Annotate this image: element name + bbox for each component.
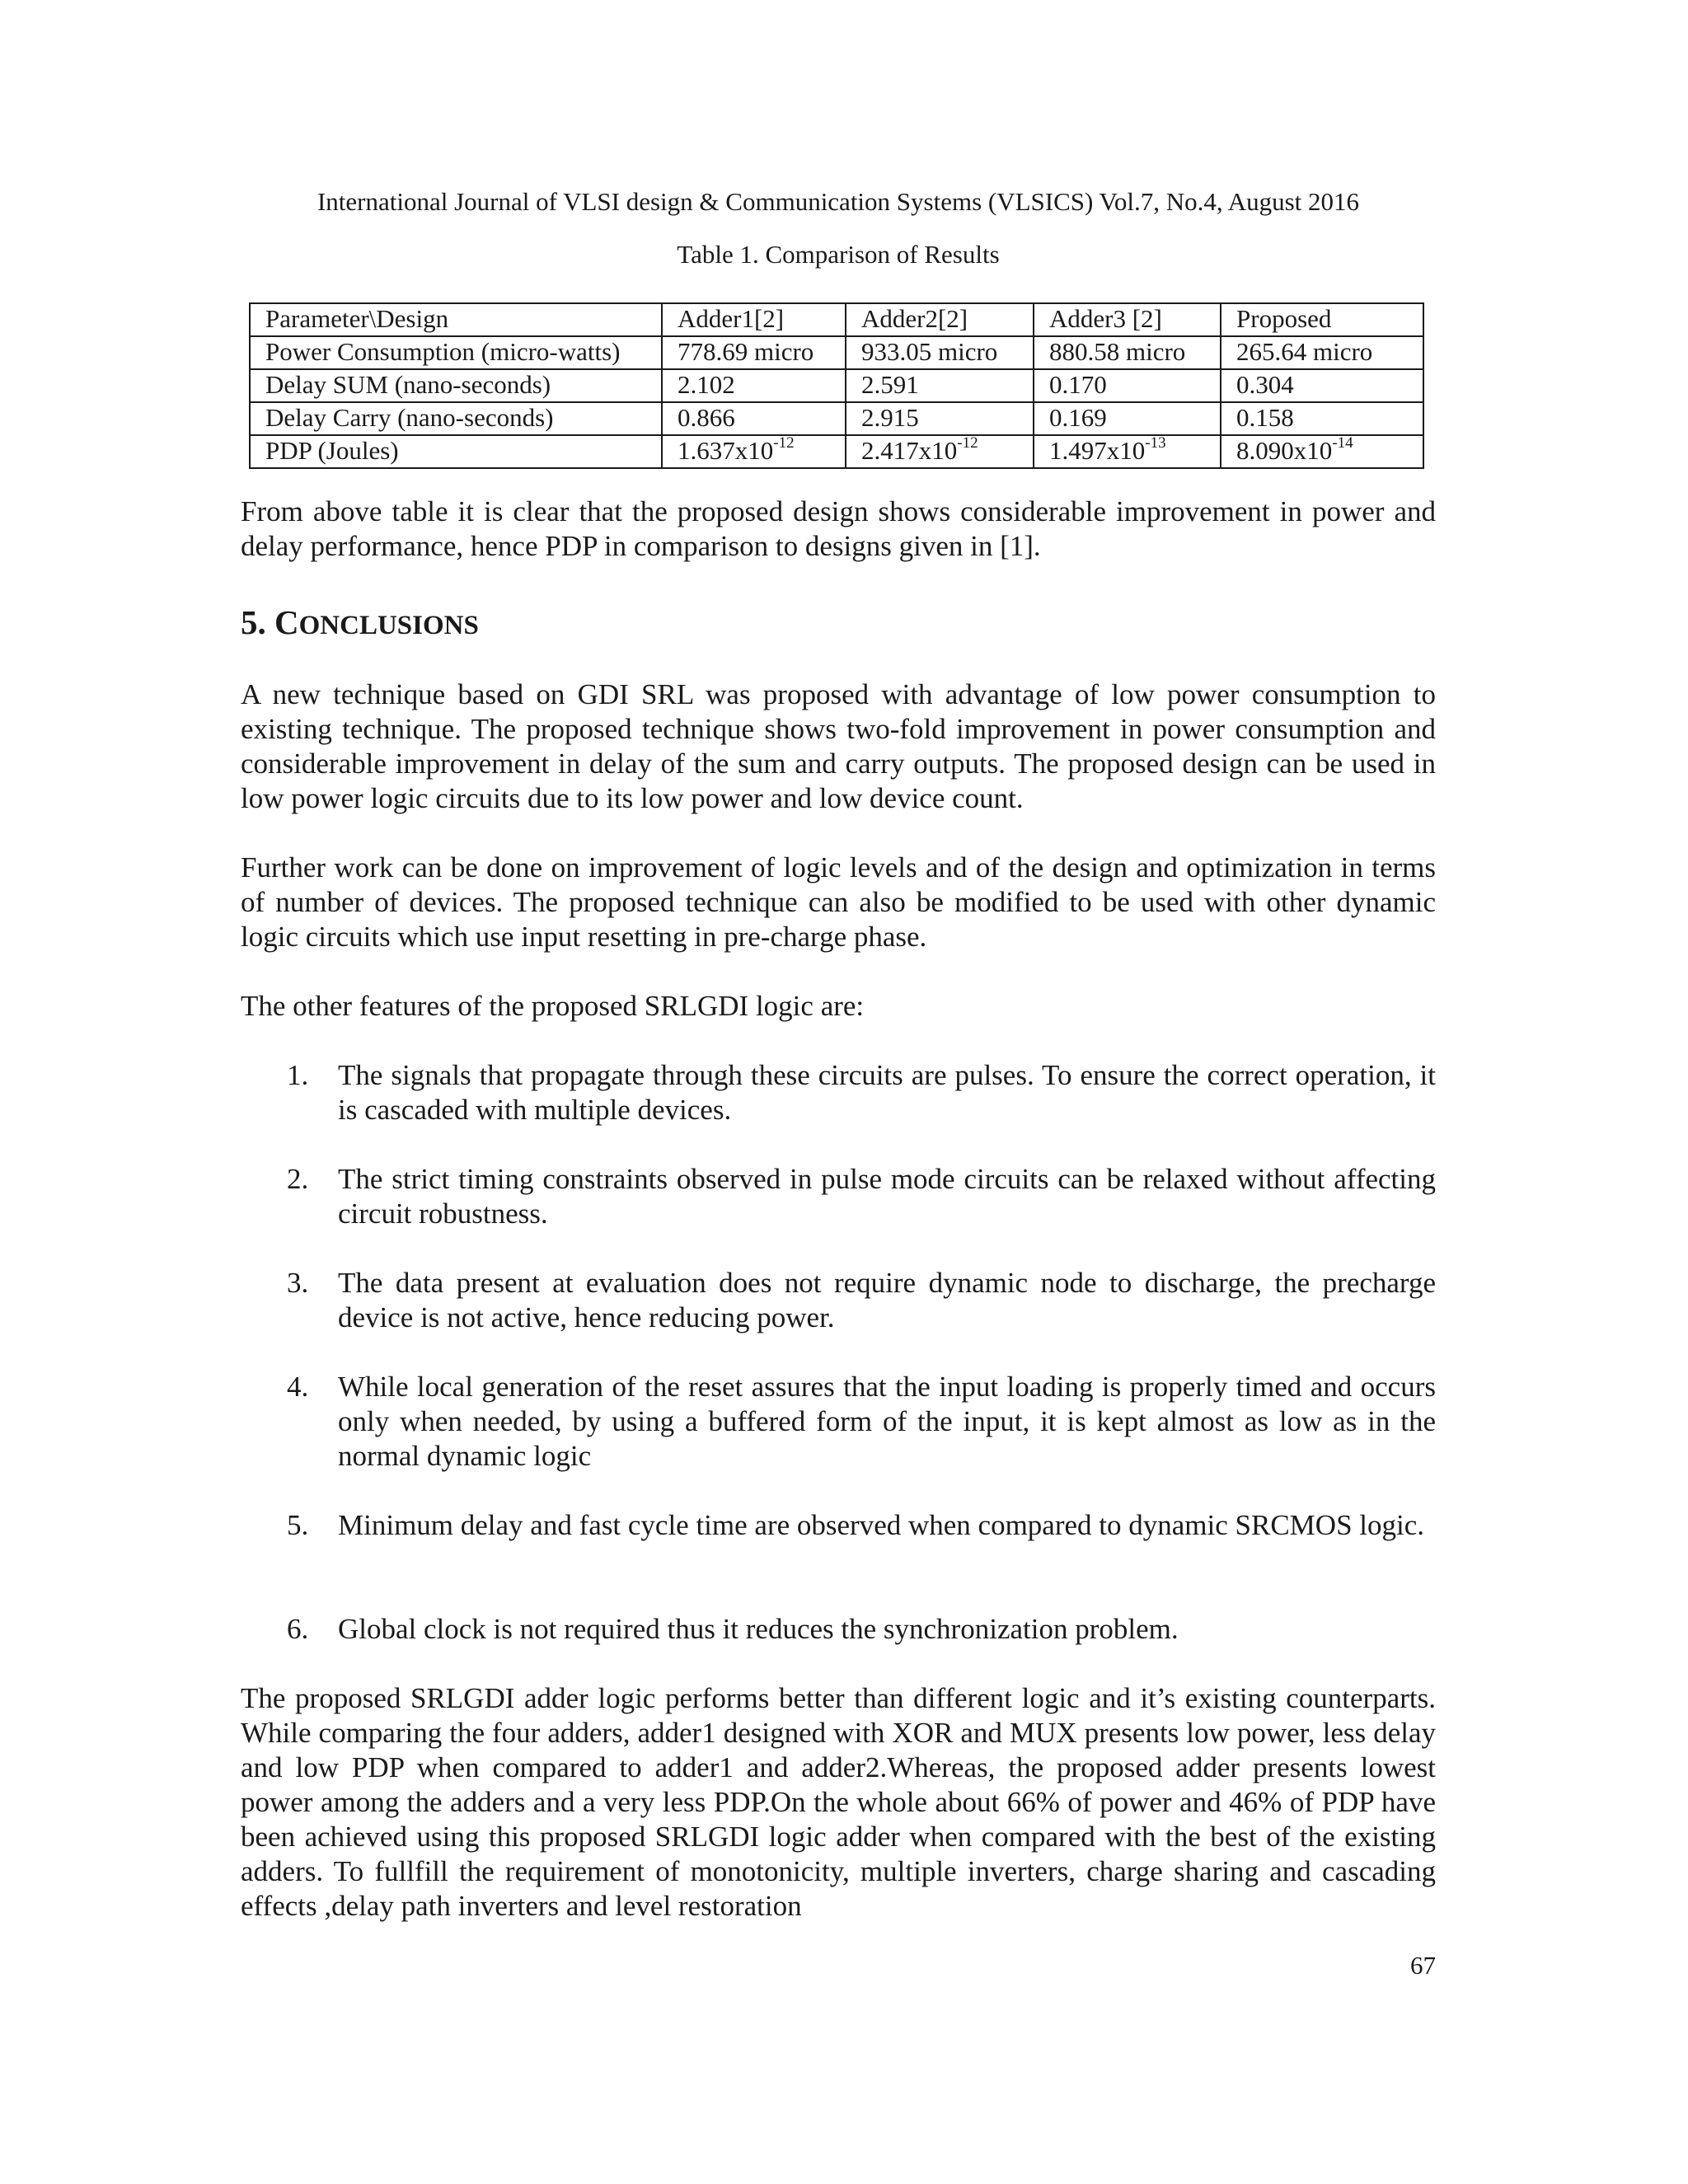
table-cell: 0.158 bbox=[1221, 402, 1423, 435]
section-title-rest: ONCLUSIONS bbox=[298, 611, 479, 640]
page-number: 67 bbox=[1410, 1951, 1436, 1980]
table-cell: 0.169 bbox=[1034, 402, 1221, 435]
table-cell: 265.64 micro bbox=[1221, 336, 1423, 369]
table-caption: Table 1. Comparison of Results bbox=[677, 240, 1000, 269]
list-item-text: The strict timing constraints observed in pulse mode circuits can be relaxed without affecting circuit robustness. bbox=[338, 1163, 1436, 1230]
section-title-initial: C bbox=[274, 603, 299, 641]
closing-paragraph: The proposed SRLGDI adder logic performs better than different logic and it’s existing counterparts. While comparing the four adders, adder1 designed with XOR and MUX presents low power, less delay and low PDP when compared to adder1 and adder2.Whereas, the proposed adder presents lowest power among the adders and a very less PDP.On the whole about 66% of power and 46% of PDP have been achieved using this proposed SRLGDI logic adder when compared with the best of the existing adders. To fullfill the requirement of monotonicity, multiple inverters, charge sharing and cascading effects ,delay path inverters and level restoration bbox=[241, 1682, 1436, 1922]
table-header-cell: Proposed bbox=[1221, 303, 1423, 336]
table-row bbox=[250, 402, 1423, 435]
table-cell: 778.69 micro bbox=[662, 336, 846, 369]
conclusion-paragraph: A new technique based on GDI SRL was proposed with advantage of low power consumption to existing technique. The proposed technique shows two-fold improvement in power consumption and considerable improvement in delay of the sum and carry outputs. The proposed design can be used in low power logic circuits due to its low power and low device count. bbox=[241, 678, 1436, 814]
pdp-exponent: -12 bbox=[773, 434, 795, 452]
table-cell: 880.58 micro bbox=[1034, 336, 1221, 369]
list-item-text: The signals that propagate through these circuits are pulses. To ensure the correct operation, it is cascaded with multiple devices. bbox=[338, 1059, 1436, 1126]
list-item-number: 4. bbox=[287, 1371, 309, 1403]
results-table bbox=[249, 302, 1424, 469]
table-header-cell: Adder2[2] bbox=[846, 303, 1034, 336]
future-work-paragraph: Further work can be done on improvement of logic levels and of the design and optimization in terms of number of devices. The proposed technique can also be modified to be used with other dynamic logic circuits which use input resetting in pre-charge phase. bbox=[241, 851, 1436, 953]
list-item-text: While local generation of the reset assures that the input loading is properly timed and occurs only when needed, by using a buffered form of the input, it is kept almost as low as in the normal dynamic logic bbox=[338, 1371, 1436, 1472]
table-cell: 0.866 bbox=[662, 402, 846, 435]
table-cell: 2.102 bbox=[662, 369, 846, 402]
table-row-pdp bbox=[250, 435, 1423, 468]
section-heading bbox=[241, 602, 479, 646]
table-discussion-paragraph: From above table it is clear that the proposed design shows considerable improvement in power and delay performance, hence PDP in comparison to designs given in [1]. bbox=[241, 495, 1436, 562]
table-header-cell: Adder1[2] bbox=[662, 303, 846, 336]
table-cell: 933.05 micro bbox=[846, 336, 1034, 369]
table-cell: 2.591 bbox=[846, 369, 1034, 402]
table-cell: 0.304 bbox=[1221, 369, 1423, 402]
list-item-number: 2. bbox=[287, 1163, 309, 1195]
table-row-label: PDP (Joules) bbox=[250, 435, 662, 468]
table-header-cell: Adder3 [2] bbox=[1034, 303, 1221, 336]
list-item-text: The data present at evaluation does not require dynamic node to discharge, the precharge device is not active, hence reducing power. bbox=[338, 1267, 1436, 1333]
paper-page bbox=[241, 0, 1436, 2184]
pdp-exponent: -12 bbox=[957, 434, 978, 452]
pdp-exponent: -14 bbox=[1332, 434, 1353, 452]
table-cell bbox=[846, 435, 1034, 468]
list-item-number: 5. bbox=[287, 1509, 309, 1541]
table-header-row bbox=[250, 303, 1423, 336]
list-item-text: Global clock is not required thus it reduces the synchronization problem. bbox=[338, 1613, 1179, 1645]
table-row bbox=[250, 369, 1423, 402]
list-item-number: 1. bbox=[287, 1059, 309, 1091]
pdp-mantissa: 2.417x10 bbox=[861, 436, 958, 465]
features-intro-paragraph: The other features of the proposed SRLGDI logic are: bbox=[241, 990, 865, 1022]
table-row-label: Delay SUM (nano-seconds) bbox=[250, 369, 662, 402]
table-row bbox=[250, 336, 1423, 369]
pdp-mantissa: 1.637x10 bbox=[678, 436, 774, 465]
table-cell: 0.170 bbox=[1034, 369, 1221, 402]
pdp-mantissa: 1.497x10 bbox=[1049, 436, 1146, 465]
list-item-text: Minimum delay and fast cycle time are observed when compared to dynamic SRCMOS logic. bbox=[338, 1509, 1425, 1541]
pdp-exponent: -13 bbox=[1145, 434, 1166, 452]
pdp-mantissa: 8.090x10 bbox=[1236, 436, 1333, 465]
table-row-label: Power Consumption (micro-watts) bbox=[250, 336, 662, 369]
table-row-label: Delay Carry (nano-seconds) bbox=[250, 402, 662, 435]
table-cell bbox=[1034, 435, 1221, 468]
table-cell bbox=[662, 435, 846, 468]
running-header: International Journal of VLSI design & Communication Systems (VLSICS) Vol.7, No.4, August 2016 bbox=[316, 187, 1360, 216]
table-cell: 2.915 bbox=[846, 402, 1034, 435]
table-header-cell: Parameter\Design bbox=[250, 303, 662, 336]
section-number: 5. bbox=[241, 603, 266, 641]
table-cell bbox=[1221, 435, 1423, 468]
list-item-number: 3. bbox=[287, 1267, 309, 1299]
list-item-number: 6. bbox=[287, 1613, 309, 1645]
